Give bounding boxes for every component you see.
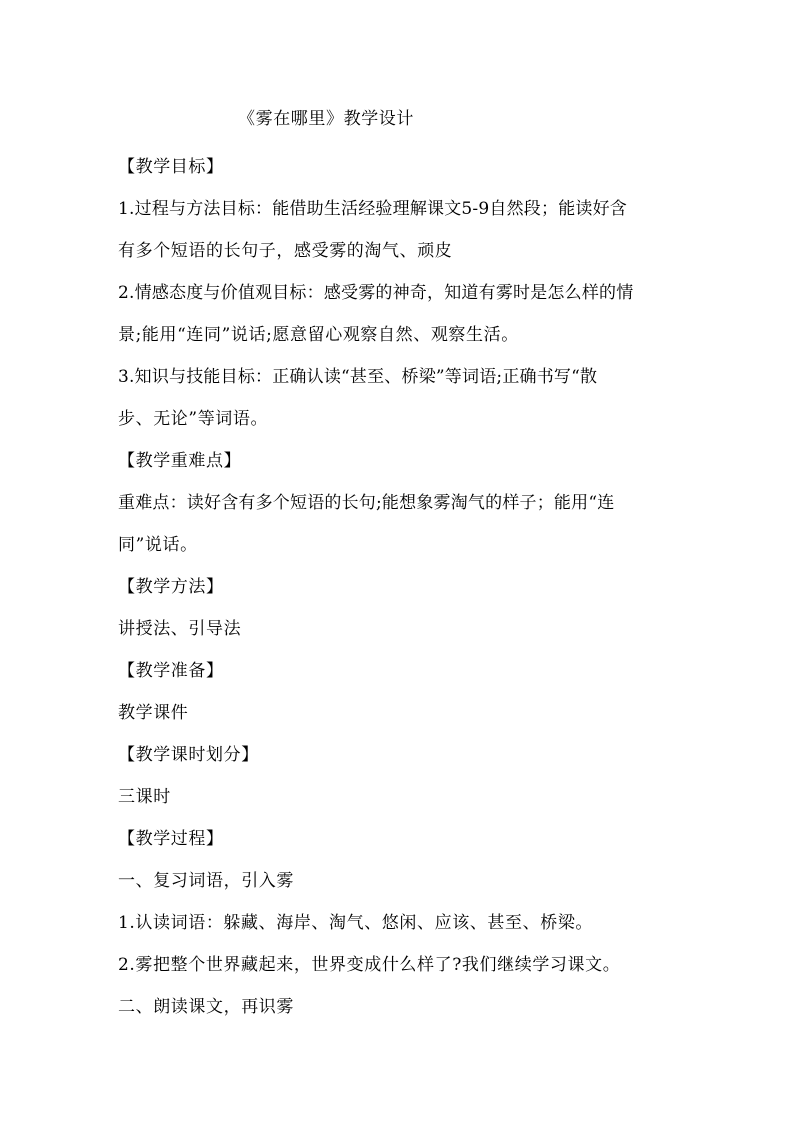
paragraph-line: 3.知识与技能目标：正确认读“甚至、桥梁”等词语;正确书写“散 <box>118 367 598 387</box>
paragraph-line: 步、无论”等词语。 <box>118 409 269 429</box>
paragraph-line: 2.情感态度与价值观目标：感受雾的神奇，知道有雾时是怎么样的情 <box>118 283 634 303</box>
heading-teaching-preparation: 【教学准备】 <box>118 661 224 681</box>
paragraph-line: 有多个短语的长句子，感受雾的淘气、顽皮 <box>118 241 453 261</box>
paragraph-line: 1.认读词语：躲藏、海岸、淘气、悠闲、应该、甚至、桥梁。 <box>118 913 594 933</box>
section-heading: 二、朗读课文，再识雾 <box>118 997 294 1017</box>
section-heading: 一、复习词语，引入雾 <box>118 871 294 891</box>
heading-key-difficulties: 【教学重难点】 <box>118 451 242 471</box>
heading-teaching-process: 【教学过程】 <box>118 829 224 849</box>
document-body <box>118 104 678 1028</box>
document-title: 《雾在哪里》教学设计 <box>238 109 414 129</box>
paragraph-line: 教学课件 <box>118 703 189 723</box>
paragraph-line: 1.过程与方法目标：能借助生活经验理解课文5-9自然段；能读好含 <box>118 199 627 219</box>
paragraph-line: 同”说话。 <box>118 535 198 555</box>
paragraph-line: 景;能用“连同”说话;愿意留心观察自然、观察生活。 <box>118 325 519 345</box>
paragraph-line: 重难点：读好含有多个短语的长句;能想象雾淘气的样子；能用“连 <box>118 493 615 513</box>
heading-teaching-goals: 【教学目标】 <box>118 157 224 177</box>
heading-teaching-methods: 【教学方法】 <box>118 577 224 597</box>
paragraph-line: 三课时 <box>118 787 171 807</box>
paragraph-line: 讲授法、引导法 <box>118 619 242 639</box>
paragraph-line: 2.雾把整个世界藏起来，世界变成什么样了?我们继续学习课文。 <box>118 955 621 975</box>
heading-class-hours: 【教学课时划分】 <box>118 745 259 765</box>
